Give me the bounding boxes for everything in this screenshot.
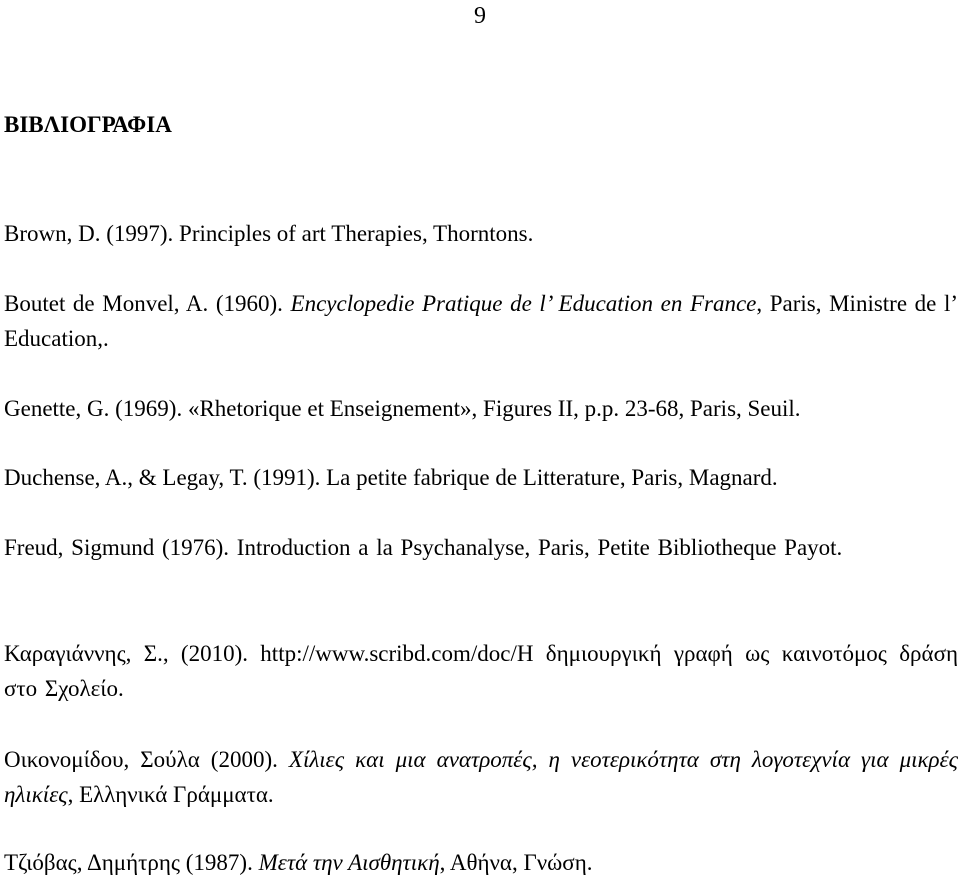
reference-tziovas-authors: Τζιόβας, Δημήτρης (1987).: [4, 850, 259, 875]
reference-brown: Brown, D. (1997). Principles of art Therapies, Thorntons.: [4, 221, 534, 246]
page-number: 9: [474, 3, 486, 29]
reference-oikonomidou-publisher: , Ελληνικά Γράμματα.: [67, 782, 274, 807]
reference-genette: Genette, G. (1969). «Rhetorique et Enseignement», Figures II, p.p. 23-68, Paris, Seuil.: [4, 396, 801, 421]
reference-tziovas-title: Μετά την Αισθητική: [258, 850, 440, 875]
reference-boutet-title: Encyclopedie Pratique de l’ Education en France: [290, 291, 757, 316]
reference-tziovas: [4, 845, 958, 880]
reference-boutet-publisher: , Paris, Ministre de l’ Education,.: [4, 291, 959, 351]
reference-boutet-authors: Boutet de Monvel, A. (1960).: [4, 291, 291, 316]
reference-boutet: [4, 286, 958, 356]
bibliography-heading: ΒΙΒΛΙΟΓΡΑΦΙΑ: [4, 112, 172, 137]
reference-tziovas-publisher: , Αθήνα, Γνώση.: [439, 850, 593, 875]
reference-duchense: Duchense, A., & Legay, T. (1991). La petite fabrique de Litterature, Paris, Magnard.: [4, 465, 778, 490]
reference-oikonomidou: [4, 742, 958, 812]
reference-freud: Freud, Sigmund (1976). Introduction a la Psychanalyse, Paris, Petite Bibliotheque Payot.: [4, 535, 843, 560]
reference-oikonomidou-title: Χίλιες και μια ανατροπές, η νεοτερικότητα στη λογοτεχνία για μικρές ηλικίες: [4, 747, 958, 807]
reference-karagiannis: Καραγιάννης, Σ., (2010). http://www.scribd.com/doc/Η δημιουργική γραφή ως καινοτόμος δράση στο Σχολείο.: [4, 641, 958, 701]
reference-oikonomidou-authors: Οικονομίδου, Σούλα (2000).: [4, 747, 289, 772]
